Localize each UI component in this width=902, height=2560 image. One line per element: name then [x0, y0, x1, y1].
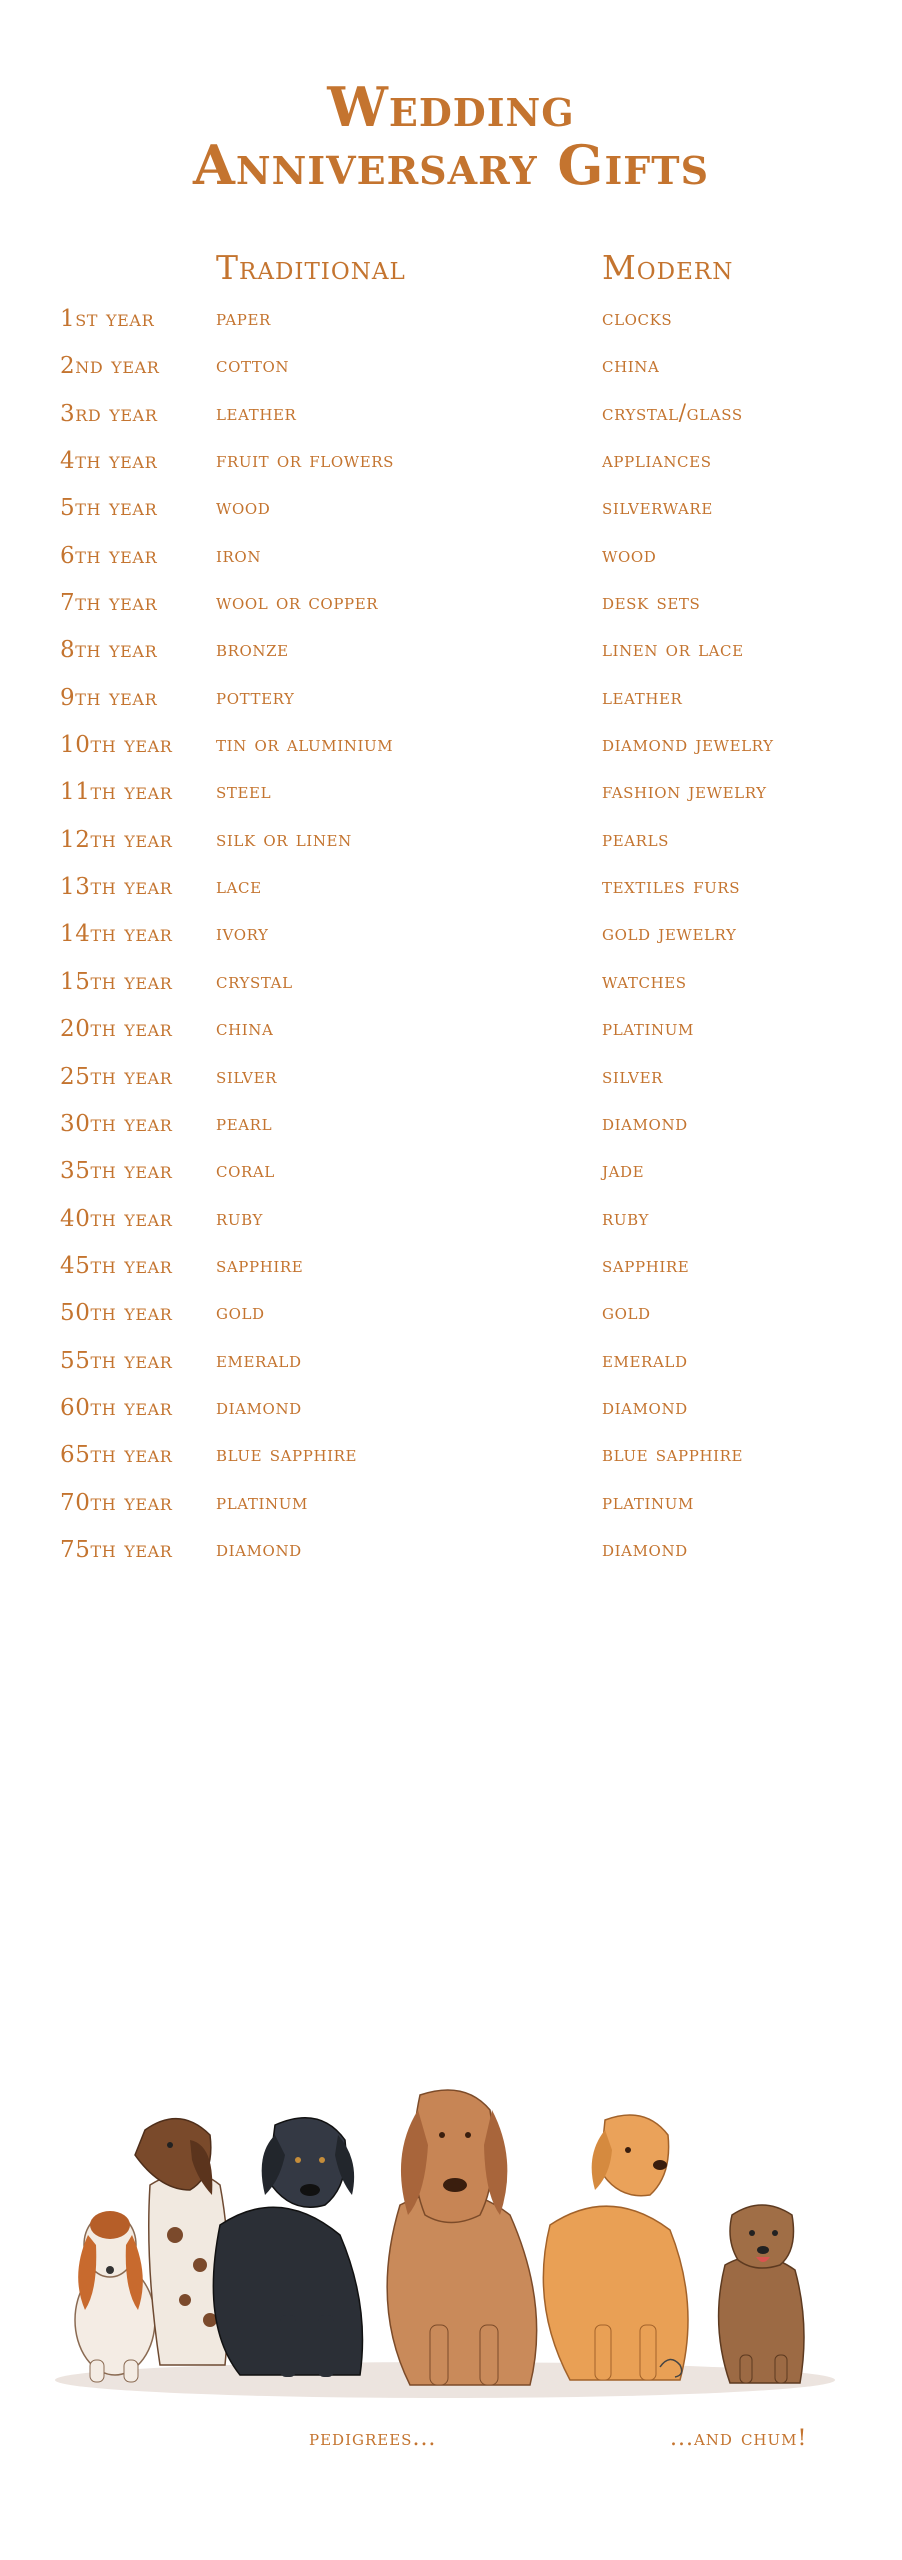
modern-gift-cell: fashion jewelry	[602, 779, 767, 805]
modern-gift-cell: wood	[602, 542, 657, 568]
traditional-gift-cell: leather	[216, 400, 297, 426]
modern-gift-cell: gold	[602, 1300, 651, 1326]
traditional-gift-cell: crystal	[216, 968, 293, 994]
table-row	[0, 1158, 902, 1205]
bloodhound-icon	[387, 2090, 537, 2385]
year-cell: 45th year	[60, 1252, 173, 1279]
traditional-gift-cell: tin or aluminium	[216, 732, 394, 758]
year-cell: 25th year	[60, 1063, 173, 1090]
year-cell: 7th year	[60, 590, 158, 617]
traditional-gift-cell: sapphire	[216, 1252, 304, 1278]
modern-gift-cell: crystal/glass	[602, 400, 743, 426]
table-row	[0, 969, 902, 1016]
modern-gift-cell: diamond	[602, 1110, 688, 1136]
traditional-gift-cell: iron	[216, 542, 262, 568]
table-row	[0, 1206, 902, 1253]
table-row	[0, 306, 902, 353]
year-cell: 3rd year	[60, 400, 158, 427]
year-cell: 12th year	[60, 826, 173, 853]
traditional-gift-cell: coral	[216, 1158, 275, 1184]
traditional-gift-cell: silk or linen	[216, 826, 352, 852]
table-row	[0, 779, 902, 826]
dogs-illustration	[40, 2065, 850, 2405]
year-cell: 9th year	[60, 684, 158, 711]
terrier-icon	[719, 2205, 804, 2383]
traditional-gift-cell: ruby	[216, 1205, 263, 1231]
modern-gift-cell: desk sets	[602, 590, 701, 616]
year-cell: 40th year	[60, 1205, 173, 1232]
year-cell: 70th year	[60, 1489, 173, 1516]
year-cell: 75th year	[60, 1536, 173, 1563]
year-cell: 4th year	[60, 448, 158, 475]
table-row	[0, 1111, 902, 1158]
year-cell: 13th year	[60, 874, 173, 901]
year-cell: 20th year	[60, 1016, 173, 1043]
year-cell: 50th year	[60, 1300, 173, 1327]
traditional-column-header: Traditional	[216, 248, 406, 287]
table-row	[0, 1064, 902, 1111]
year-cell: 35th year	[60, 1158, 173, 1185]
traditional-gift-cell: lace	[216, 874, 262, 900]
table-row	[0, 448, 902, 495]
title-line-1: Wedding	[327, 75, 575, 139]
traditional-gift-cell: blue sapphire	[216, 1442, 358, 1468]
modern-gift-cell: textiles furs	[602, 874, 741, 900]
table-row	[0, 921, 902, 968]
table-row	[0, 1537, 902, 1584]
traditional-gift-cell: ivory	[216, 921, 269, 947]
table-row	[0, 1253, 902, 1300]
year-cell: 2nd year	[60, 353, 160, 380]
table-row	[0, 1490, 902, 1537]
table-row	[0, 685, 902, 732]
year-cell: 5th year	[60, 495, 158, 522]
table-row	[0, 1016, 902, 1063]
traditional-gift-cell: pearl	[216, 1110, 273, 1136]
table-row	[0, 495, 902, 542]
modern-gift-cell: sapphire	[602, 1252, 690, 1278]
traditional-gift-cell: gold	[216, 1300, 265, 1326]
modern-gift-cell: platinum	[602, 1016, 694, 1042]
modern-gift-cell: jade	[602, 1158, 645, 1184]
traditional-gift-cell: paper	[216, 306, 271, 331]
modern-gift-cell: watches	[602, 968, 687, 994]
year-cell: 8th year	[60, 637, 158, 664]
traditional-gift-cell: emerald	[216, 1347, 302, 1373]
traditional-gift-cell: platinum	[216, 1489, 308, 1515]
year-cell: 30th year	[60, 1110, 173, 1137]
modern-gift-cell: clocks	[602, 306, 673, 331]
table-row	[0, 401, 902, 448]
modern-gift-cell: platinum	[602, 1489, 694, 1515]
table-row	[0, 732, 902, 779]
table-row	[0, 543, 902, 590]
title-line-2: Anniversary Gifts	[192, 133, 710, 198]
table-row	[0, 353, 902, 400]
year-cell: 14th year	[60, 921, 173, 948]
traditional-gift-cell: diamond	[216, 1536, 302, 1562]
page-title	[0, 75, 902, 198]
traditional-gift-cell: bronze	[216, 637, 289, 663]
traditional-gift-cell: china	[216, 1016, 274, 1042]
traditional-gift-cell: wool or copper	[216, 590, 379, 616]
year-cell: 15th year	[60, 968, 173, 995]
year-cell: 10th year	[60, 732, 173, 759]
modern-gift-cell: blue sapphire	[602, 1442, 744, 1468]
traditional-gift-cell: cotton	[216, 353, 290, 379]
modern-gift-cell: gold jewelry	[602, 921, 737, 947]
year-cell: 65th year	[60, 1442, 173, 1469]
table-row	[0, 637, 902, 684]
basset-hound-icon	[75, 2211, 155, 2382]
year-cell: 1st year	[60, 306, 155, 332]
traditional-gift-cell: steel	[216, 779, 272, 805]
year-cell: 6th year	[60, 542, 158, 569]
traditional-gift-cell: silver	[216, 1063, 278, 1089]
modern-gift-cell: diamond	[602, 1394, 688, 1420]
caption-and-chum: ...and chum!	[670, 2426, 808, 2451]
table-row	[0, 590, 902, 637]
table-row	[0, 1348, 902, 1395]
year-cell: 55th year	[60, 1347, 173, 1374]
golden-retriever-icon	[543, 2115, 688, 2380]
year-cell: 11th year	[60, 779, 173, 806]
black-labrador-icon	[213, 2118, 362, 2377]
table-row	[0, 1395, 902, 1442]
table-row	[0, 874, 902, 921]
modern-gift-cell: ruby	[602, 1205, 649, 1231]
modern-gift-cell: appliances	[602, 448, 712, 474]
modern-gift-cell: silver	[602, 1063, 664, 1089]
modern-gift-cell: diamond jewelry	[602, 732, 774, 758]
traditional-gift-cell: wood	[216, 495, 271, 521]
modern-gift-cell: silverware	[602, 495, 713, 521]
modern-gift-cell: china	[602, 353, 660, 379]
modern-gift-cell: linen or lace	[602, 637, 744, 663]
modern-gift-cell: leather	[602, 684, 683, 710]
table-row	[0, 827, 902, 874]
traditional-gift-cell: diamond	[216, 1394, 302, 1420]
year-cell: 60th year	[60, 1394, 173, 1421]
modern-gift-cell: emerald	[602, 1347, 688, 1373]
table-row	[0, 1442, 902, 1489]
modern-gift-cell: diamond	[602, 1536, 688, 1562]
modern-gift-cell: pearls	[602, 826, 670, 852]
modern-column-header: Modern	[602, 248, 734, 287]
table-row	[0, 1300, 902, 1347]
gift-table	[0, 306, 902, 1584]
caption-pedigrees: pedigrees...	[309, 2426, 437, 2451]
traditional-gift-cell: fruit or flowers	[216, 448, 395, 474]
traditional-gift-cell: pottery	[216, 684, 295, 710]
